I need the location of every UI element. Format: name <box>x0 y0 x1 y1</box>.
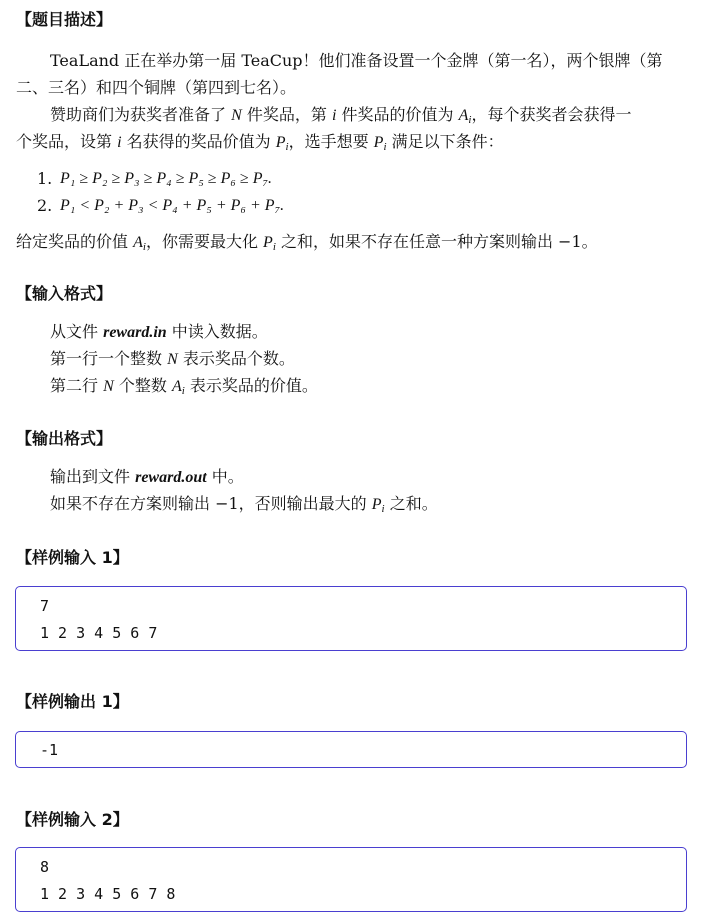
text-fragment: 件奖品，第 <box>241 105 332 124</box>
text-fragment: ，选手想要 <box>288 132 374 151</box>
input-format-heading: 【输入格式】 <box>16 284 113 303</box>
math-subscript-i: i <box>285 141 289 153</box>
sample-input-1-line-1: 7 <box>40 597 50 615</box>
input-format-line-3 <box>50 375 318 398</box>
description-paragraph-1-line-1: TeaLand 正在举办第一届 TeaCup！他们准备设置一个金牌（第一名），两个银牌（第 <box>50 51 663 70</box>
input-filename: reward.in <box>103 324 167 341</box>
math-subscript-i: i <box>468 114 472 126</box>
math-subscript-i: i <box>383 141 387 153</box>
math-A: A <box>133 234 143 251</box>
text-fragment: 输出到文件 <box>50 467 136 486</box>
math-P: P <box>373 134 384 151</box>
output-format-heading: 【输出格式】 <box>16 429 113 448</box>
description-heading: 【题目描述】 <box>16 10 113 29</box>
text-fragment: ，你需要最大化 <box>145 232 264 251</box>
text-fragment: 之和。 <box>384 494 438 513</box>
math-N: N <box>167 351 178 368</box>
input-format-line-1 <box>50 321 268 344</box>
text-fragment: 个整数 <box>113 376 172 395</box>
text-fragment: 表示奖品个数。 <box>177 349 295 368</box>
text-fragment: 名获得的奖品价值为 <box>121 132 276 151</box>
math-i: i <box>331 107 337 124</box>
text-fragment: 从文件 <box>50 322 104 341</box>
text-fragment: 第一行一个整数 <box>50 349 168 368</box>
text-fragment: 如果不存在方案则输出 −1，否则输出最大的 <box>50 494 372 513</box>
condition-2-number: 2. <box>37 196 53 215</box>
text-fragment: 表示奖品的价值。 <box>184 376 318 395</box>
text-fragment: 赞助商们为获奖者准备了 <box>50 105 232 124</box>
output-format-line-1 <box>50 466 244 489</box>
text-fragment: 给定奖品的价值 <box>16 232 134 251</box>
sample-input-1-box <box>15 586 687 651</box>
math-P: P <box>263 234 273 251</box>
description-paragraph-1-line-2: 二、三名）和四个铜牌（第四到七名）。 <box>16 78 297 97</box>
description-paragraph-2-line-1 <box>50 104 631 127</box>
text-fragment: 之和，如果不存在任意一种方案则输出 −1。 <box>275 232 598 251</box>
sample-input-2-box <box>15 847 687 912</box>
math-A: A <box>458 107 469 124</box>
condition-1-number: 1. <box>37 169 53 188</box>
math-P: P <box>371 496 382 513</box>
text-fragment: 满足以下条件： <box>386 132 504 151</box>
input-format-line-2 <box>50 348 295 371</box>
math-N: N <box>103 378 114 395</box>
description-paragraph-2-line-2 <box>16 131 504 154</box>
math-subscript-i: i <box>142 241 146 253</box>
text-fragment: 中读入数据。 <box>166 322 268 341</box>
math-N: N <box>231 107 242 124</box>
math-subscript-i: i <box>272 241 276 253</box>
condition-2-formula: P₁ < P₂ + P₃ < P₄ + P₅ + P₆ + P₇. <box>60 197 285 214</box>
sample-input-2-heading: 【样例输入 2】 <box>16 810 129 829</box>
math-subscript-i: i <box>381 503 385 515</box>
sample-input-2-line-1: 8 <box>40 858 50 876</box>
math-P: P <box>275 134 286 151</box>
text-fragment: 中。 <box>206 467 244 486</box>
math-subscript-i: i <box>181 385 185 397</box>
math-i: i <box>117 134 122 151</box>
output-filename: reward.out <box>135 469 207 486</box>
text-fragment: ，每个获奖者会获得一 <box>471 105 632 124</box>
condition-1-formula: P₁ ≥ P₂ ≥ P₃ ≥ P₄ ≥ P₅ ≥ P₆ ≥ P₇. <box>60 170 273 187</box>
sample-output-1-box <box>15 731 687 768</box>
text-fragment: 第二行 <box>50 376 104 395</box>
text-fragment: 个奖品，设第 <box>16 132 118 151</box>
sample-input-1-heading: 【样例输入 1】 <box>16 548 129 567</box>
math-A: A <box>171 378 182 395</box>
sample-output-1-line-1: -1 <box>40 741 59 759</box>
description-paragraph-3 <box>16 231 598 254</box>
sample-input-2-line-2: 1 2 3 4 5 6 7 8 <box>40 885 176 903</box>
sample-output-1-heading: 【样例输出 1】 <box>16 692 129 711</box>
sample-input-1-line-2: 1 2 3 4 5 6 7 <box>40 624 158 642</box>
output-format-line-2 <box>50 493 438 516</box>
text-fragment: 件奖品的价值为 <box>336 105 459 124</box>
